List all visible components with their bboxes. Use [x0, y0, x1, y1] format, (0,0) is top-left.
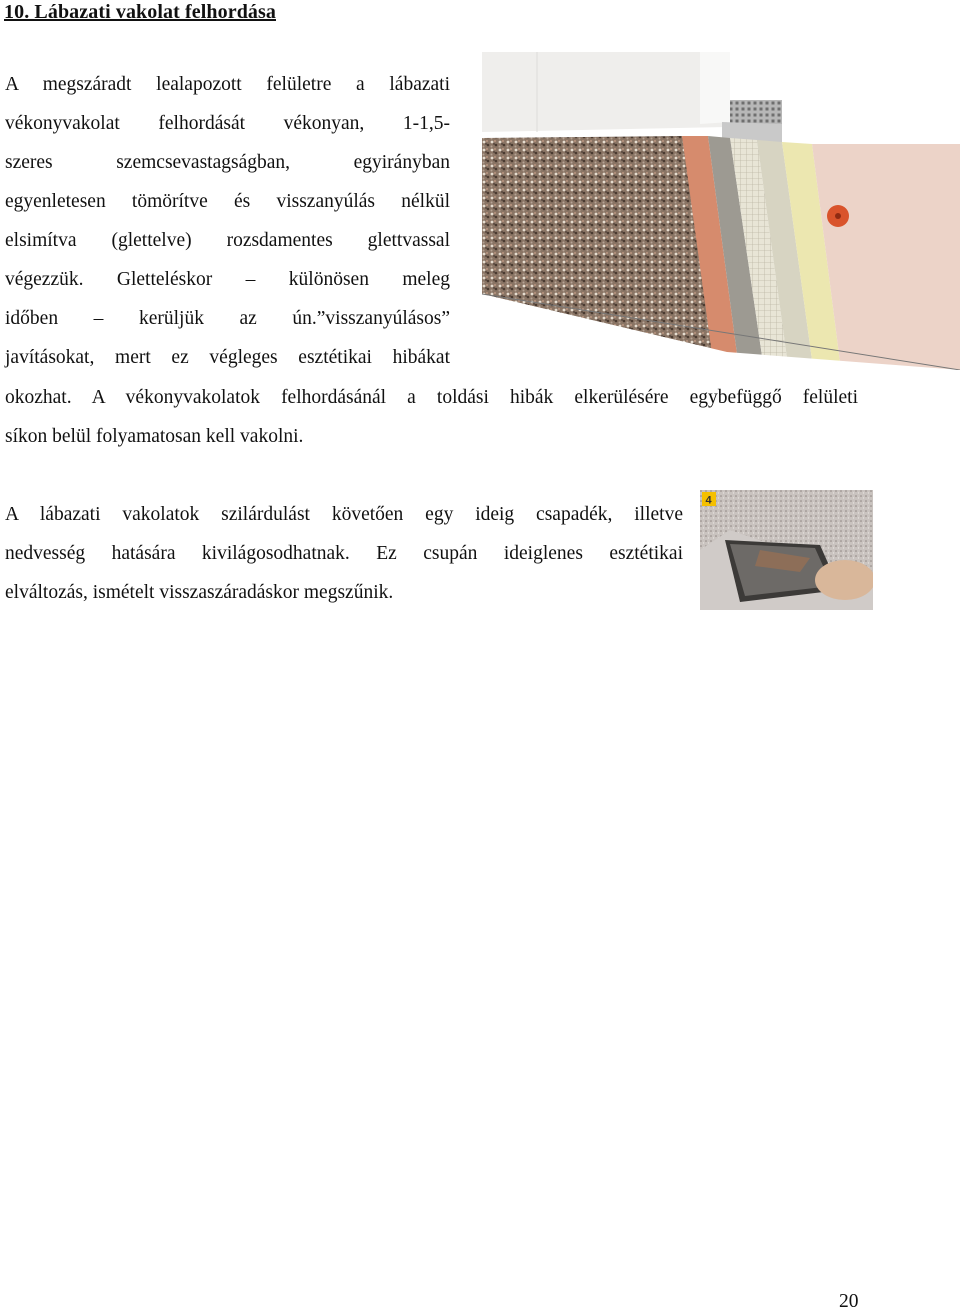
section-title: 10. Lábazati vakolat felhordása — [4, 1, 276, 23]
paragraph1-line: síkon belül folyamatosan kell vakolni. — [5, 426, 304, 447]
page-number: 20 — [839, 1291, 859, 1312]
paragraph1-line: végezzük. Gletteléskor – különösen meleg — [5, 269, 450, 290]
paragraph2-line: elváltozás, ismételt visszaszáradáskor megszűnik. — [5, 582, 394, 603]
paragraph1-line: javításokat, mert ez végleges esztétikai hibákat — [5, 347, 450, 368]
paragraph1-line: szeres szemcsevastagságban, egyirányban — [5, 152, 450, 173]
trowel-smoothing-photo — [700, 490, 873, 610]
paragraph1-line: egyenletesen tömörítve és visszanyúlás nélkül — [5, 191, 450, 212]
figure-badge: 4 — [705, 494, 712, 507]
paragraph1-line: okozhat. A vékonyvakolatok felhordásánál a toldási hibák elkerülésére egybefüggő felületi — [5, 387, 858, 408]
paragraph1-line: A megszáradt lealapozott felületre a lábazati — [5, 74, 450, 95]
paragraph2-line: A lábazati vakolatok szilárdulást követően egy ideig csapadék, illetve — [5, 504, 683, 525]
paragraph2-line: nedvesség hatására kivilágosodhatnak. Ez csupán ideiglenes esztétikai — [5, 543, 683, 564]
paragraph1-line: elsimítva (glettelve) rozsdamentes glettvassal — [5, 230, 450, 251]
paragraph1-line: vékonyvakolat felhordását vékonyan, 1-1,5- — [5, 113, 450, 134]
plinth-render-layers-illustration — [482, 52, 960, 370]
paragraph1-line: időben – kerüljük az ún.”visszanyúlásos” — [5, 308, 450, 329]
